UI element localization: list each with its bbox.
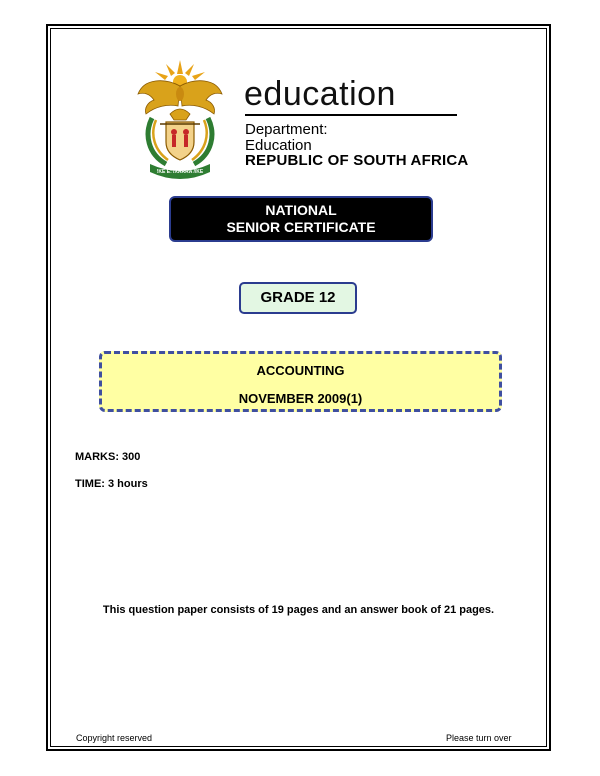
certificate-title-line2: SENIOR CERTIFICATE	[226, 219, 376, 235]
country-name: REPUBLIC OF SOUTH AFRICA	[245, 152, 469, 169]
pages-note: This question paper consists of 19 pages and an answer book of 21 pages.	[102, 604, 495, 616]
certificate-title-line1: NATIONAL	[265, 202, 337, 218]
subject-name: ACCOUNTING	[256, 363, 345, 378]
certificate-title-box	[169, 196, 433, 242]
time-label: TIME: 3 hours	[75, 478, 148, 490]
marks-label: MARKS: 300	[75, 451, 141, 463]
brand-wordmark: education	[244, 75, 396, 113]
exam-session: NOVEMBER 2009(1)	[238, 391, 363, 406]
coat-of-arms-logo	[130, 56, 230, 180]
department-name: Education	[245, 137, 312, 154]
footer-turn-over: Please turn over	[446, 733, 512, 743]
grade-badge: GRADE 12	[239, 282, 357, 314]
department-label: Department:	[245, 121, 328, 138]
footer-copyright: Copyright reserved	[76, 733, 153, 743]
subject-box	[99, 351, 502, 412]
svg-text:!KE E: /XARRA //KE: !KE E: /XARRA //KE	[156, 169, 204, 175]
brand-underline	[245, 114, 457, 116]
